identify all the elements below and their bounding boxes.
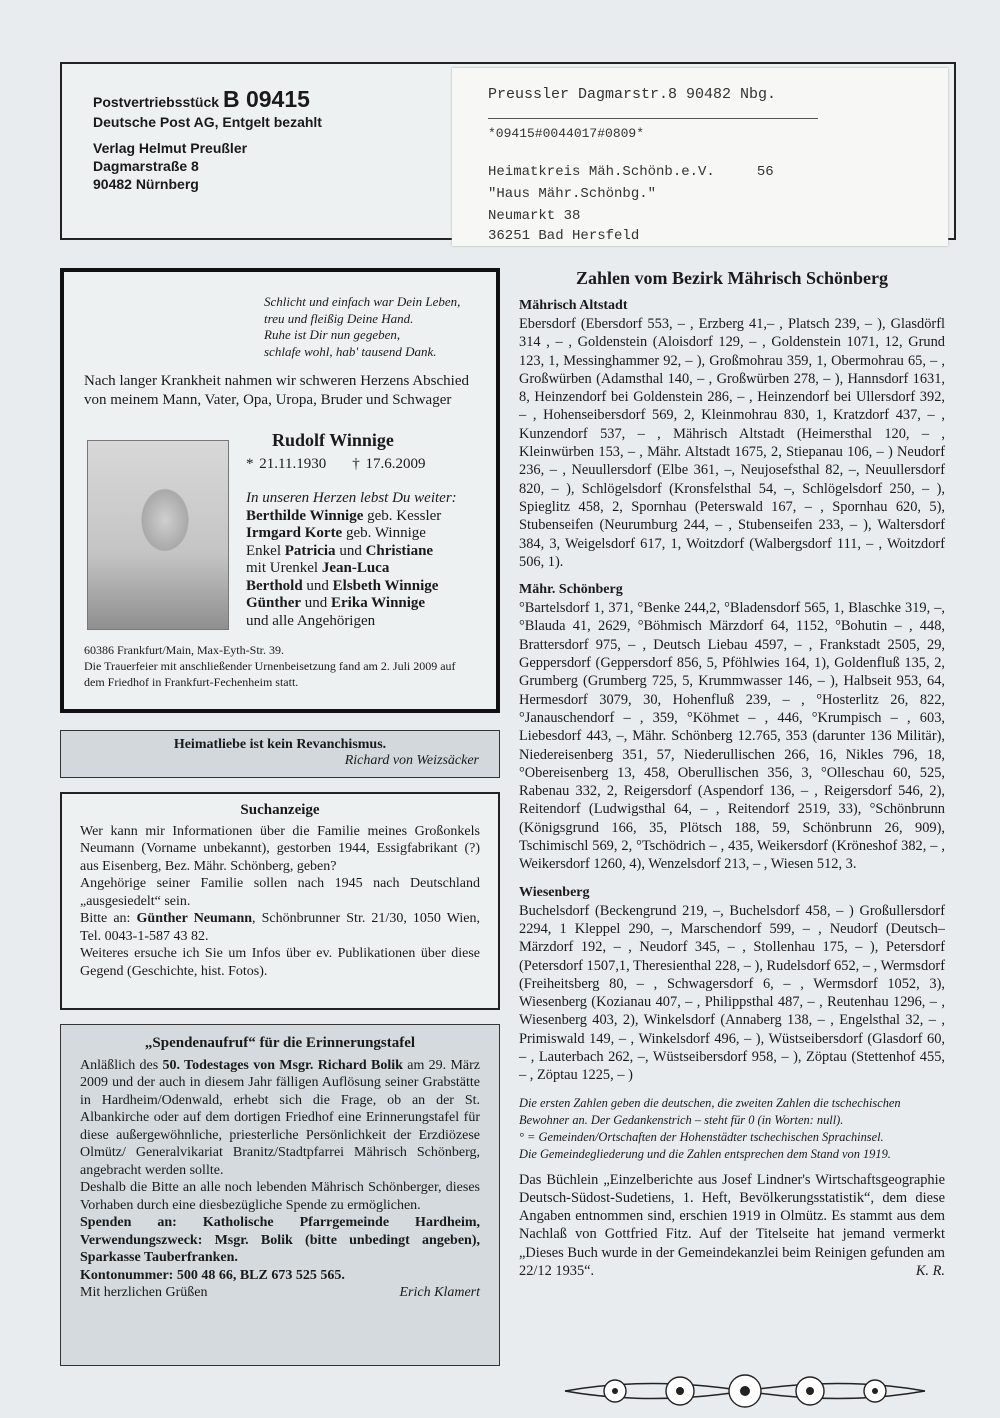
footnote: Die Gemeindegliederung und die Zahlen entsprechen dem Stand von 1919. — [519, 1146, 891, 1161]
survivor-line: Günther und Erika Winnige — [246, 595, 426, 611]
postal-label: Postvertriebsstück — [93, 94, 220, 110]
section-text: Ebersdorf (Ebersdorf 553, – , Erzberg 41,– , Platsch 239, – ), Glasdörfl 314 , – , Goldenstein (Aloisdorf 129, – , Goldenstein 1071, 12, Grund 123, 1, Messinghammer 92, – ), Großmohrau 359, 1, Obermohrau 65, – , Großwürben (Adamsthal 140, – , Großwürben 278, – ), Hannsdorf 1631, 8, Heinzendorf bei Goldenstein 286, – , Heinzendorf bei Ullersdorf 392, – , Hohenseibersdorf 569, 2, Kleinmohrau 830, 1, Kratzdorf 437, – , Kunzendorf 537, – , Mährisch Altstadt (Heimersthal 120, – , Kleinwürben 153, – , Mähr. Altstadt 1675, 2, Stiepanau 106, – ) Neudorf 236, – , Neuullersdorf (Elbe 361, –, Neujosefsthal 82, –, Neuullersdorf 820, – ), Schlögelsdorf (Kronsfelsthal 54, –, Schlögelsdorf 250, – ), Spieglitz 458, 2, Spornhau (Peterswald 167, – , Spornhau 620, 5), Stubenseifen (Neurumburg 244, – , Stubenseifen 233, – ), Waltersdorf 384, 3, Weigelsdorf 617, 1, Woitzdorf (Walbergsdorf 111, – , Woitzdorf 506, 1). — [519, 316, 945, 570]
label-recipient-line: "Haus Mähr.Schönbg." — [488, 186, 657, 202]
deceased-name: Rudolf Winnige — [272, 430, 394, 450]
statistics-article — [519, 268, 945, 1280]
survivor-line: und alle Angehörigen — [246, 612, 376, 629]
source-paragraph: Das Büchlein „Einzelberichte aus Josef Lindner's Wirtschaftsgeographie Deutsch-Südost-Sudetiens, 1. Heft, Bevölkerungsstatistik“, dem diese Angaben entnommen sind, erschien 1919 in Olmütz. Es stammt aus dem Nachlaß von Gottfried Fitz. Auf der Titelseite hat jemand vermerkt „Dieses Buch wurde in der Gemeindekanzlei beim Reinigen gefunden am 22/12 1935“. K. R. — [519, 1171, 945, 1280]
search-ad — [60, 792, 500, 1010]
section-text: °Bartelsdorf 1, 371, °Benke 244,2, °Bladensdorf 565, 1, Blaschke 319, –, °Blauda 41, 2629, °Böhmisch Märzdorf 64, 1152, °Bohutin – , 448, Brattersdorf 975, – , Deutsch Liebau 4597, – , Frankstadt 2505, 29, Geppersdorf (Geppersdorf 856, 5, Pföhlwies 164, 1), Goldenfluß 135, 2, Grumberg (Grumberg 725, 5, Krummwasser 146, – ), Halbseit 953, 64, Hermesdorf 3079, 30, Hohenfluß 239, – , °Hosterlitz 26, 822, °Janauschendorf – , 359, °Köhmet – , 446, °Krumpisch – , 603, Liebesdorf 443, –, Mähr. Schönberg 12.765, 353 (darunter 136 Militär), Niedereisenberg 351, 57, Niederullischen 266, 16, Nikles 796, 18, °Obereisenberg 13, 458, Oberullischen 356, 3, °Olleschau 60, 525, Rabenau 332, 2, Reigersdorf (Aspendorf 136, – , Reigersdorf 546, 2), Reitendorf (Ludwigsthal 64, – , Reitendorf 2519, 33), °Schönbrunn (Königsgrund 166, 35, Plötsch 188, 59, Schönbrunn 26, 909), Tschimischl 569, 2, °Tschödrich – , 435, Weikersdorf (Kröneshof 382, – , Weikersdorf 1260, 4), Wenzelsdorf 213, – , Wiesen 512, 3. — [519, 600, 945, 873]
footnotes — [519, 1095, 945, 1163]
search-ad-paragraph: Weiteres ersuche ich Sie um Infos über ev. Publikationen über diese Gegend (Geschichte, hist. Fotos). — [80, 946, 480, 979]
survivor-line: Berthilde Winnige geb. Kessler — [246, 507, 442, 524]
section-text: Buchelsdorf (Beckengrund 219, –, Buchelsdorf 458, – ) Großullersdorf 2294, 1 Kleppel 290, –, Marschendorf 599, – , Neudorf (Deutsch–Märzdorf 192, – , Neudorf 345, – , Stollenhau 175, – ), Petersdorf (Petersdorf 1507,1, Theresienthal 228, – ), Rudelsdorf 652, – , Wermsdorf (Freiheitsberg 80, – , Schwagersdorf 6, – , Wermsdorf 1052, 3), Wiesenberg (Kozianau 407, – , Philippsthal 487, – , Reutenhau 1296, – , Wiesenberg 403, 2), Winkelsdorf (Annaberg 138, – , Engelsthal 32, – , Primiswald 149, – , Winkelsdorf 496, – ), Wüstseibersdorf (Glasdorf 60, – , Lauterbach 262, –, Wüstseibersdorf 958, – ), Zöptau (Stettenhof 455, – , Zöptau 1225, – ) — [519, 902, 945, 1084]
post-line: Deutsche Post AG, Entgelt bezahlt — [93, 114, 322, 130]
family-address: 60386 Frankfurt/Main, Max-Eyth-Str. 39. — [84, 643, 284, 657]
search-ad-paragraph: Angehörige seiner Familie sollen nach 1945 nach Deutschland „ausgesiedelt“ sein. — [80, 876, 480, 909]
label-recipient-line: Heimatkreis Mäh.Schönb.e.V. 56 — [488, 164, 774, 180]
publisher: Verlag Helmut Preußler — [93, 140, 248, 156]
survivor-line: Irmgard Korte geb. Winnige — [246, 525, 426, 541]
survivor-line: Berthold und Elsbeth Winnige — [246, 577, 439, 594]
donation-title: „Spendenaufruf“ für die Erinnerungstafel — [144, 1035, 416, 1051]
quote-box — [60, 730, 500, 778]
survivors-list — [246, 490, 457, 630]
donation-paragraph: Anläßlich des 50. Todestages von Msgr. Richard Bolik am 29. März 2009 und der auch in diesem Jahr fälligen Auflösung seiner Grabstätte in Hardheim/Odenwald, erhebt sich die Frage, ob an der St. Albankirche oder auf dem dortigen Friedhof eine Erinnerungstafel für diese außergewöhnliche, priesterliche Persönlichkeit der Erzdiözese Olmütz/ Generalvikariat Branitz/Stadtpfarrei Mährisch Schönberg, angebracht werden sollte. — [80, 1057, 480, 1178]
footnote: ° = Gemeinden/Ortschaften der Hohenstädter tschechischen Sprachinsel. — [519, 1129, 884, 1144]
search-ad-contact: Bitte an: Günther Neumann, Schönbrunner Str. 21/30, 1050 Wien, Tel. 0043-1-587 43 82. — [80, 911, 481, 944]
portrait-photo — [87, 440, 229, 630]
section-heading: Wiesenberg — [519, 884, 590, 900]
death-date: † 17.6.2009 — [352, 456, 426, 472]
search-ad-paragraph: Wer kann mir Informationen über die Familie meines Großonkels Neumann (Vorname unbekannt), gestorben 1944, Essigfabrikant (?) aus Eisenberg, Bez. Mähr. Schönberg, geben? — [80, 823, 480, 874]
flower-ornament-icon — [555, 1372, 935, 1410]
street: Dagmarstraße 8 — [93, 158, 199, 174]
author: Erich Klamert — [399, 1285, 480, 1300]
footnote: Die ersten Zahlen geben die deutschen, die zweiten Zahlen die tschechischen Bewohner an. Der Gedankenstrich – steht für 0 (in Worten: null). — [519, 1095, 901, 1127]
poem-line: treu und fleißig Deine Hand. — [264, 310, 414, 326]
section-heading: Mährisch Altstadt — [519, 298, 628, 313]
donation-appeal — [60, 1024, 500, 1366]
donation-signoff — [80, 1284, 480, 1302]
survivor-line: mit Urenkel Jean-Luca — [246, 560, 390, 576]
survivors-intro: In unseren Herzen lebst Du weiter: — [246, 490, 457, 506]
sender-block — [93, 86, 322, 193]
donation-account: Kontonummer: 500 48 66, BLZ 673 525 565. — [80, 1267, 345, 1283]
birth-date: * 21.11.1930 — [246, 456, 327, 472]
quote-author: Richard von Weizsäcker — [344, 753, 479, 768]
city: 90482 Nürnberg — [93, 176, 199, 192]
label-recipient-line: 36251 Bad Hersfeld — [488, 228, 640, 244]
life-dates — [246, 456, 425, 473]
poem-line: schlafe wohl, hab' tausend Dank. — [264, 343, 437, 359]
article-title: Zahlen vom Bezirk Mährisch Schönberg — [575, 268, 888, 288]
poem-line: Schlicht und einfach war Dein Leben, — [264, 294, 461, 309]
donation-paragraph: Deshalb die Bitte an alle noch lebenden Mährisch Schönberger, dieses Vorhaben durch eine diesbezügliche Spende zu ermöglichen. — [80, 1180, 480, 1213]
section-heading: Mähr. Schönberg — [519, 582, 623, 598]
ceremony-info: Die Trauerfeier mit anschließender Urnenbeisetzung fand am 2. Juli 2009 auf dem Friedhof in Frankfurt-Fechenheim statt. — [84, 659, 456, 689]
author-initials: K. R. — [915, 1263, 945, 1280]
address-label — [452, 68, 948, 246]
label-sender-line: Preussler Dagmarstr.8 90482 Nbg. — [488, 86, 777, 103]
obituary-poem — [264, 294, 460, 360]
poem-line: Ruhe ist Dir nun gegeben, — [264, 327, 401, 342]
greeting: Mit herzlichen Grüßen — [80, 1285, 208, 1300]
postal-number: B 09415 — [222, 86, 310, 112]
obituary-notice — [60, 268, 500, 713]
search-ad-title: Suchanzeige — [240, 802, 320, 818]
donation-recipient: Spenden an: Katholische Pfarrgemeinde Hardheim, Verwendungszweck: Msgr. Bolik (bitte unbedingt angeben), Sparkasse Tauberfranken. — [80, 1215, 480, 1265]
label-code: *09415#0044017#0809* — [488, 126, 645, 141]
survivor-line: Enkel Patricia und Christiane — [246, 542, 434, 559]
label-recipient-line: Neumarkt 38 — [488, 208, 581, 224]
quote-text: Heimatliebe ist kein Revanchismus. — [173, 737, 387, 752]
obituary-address — [84, 642, 479, 690]
obituary-intro: Nach langer Krankheit nahmen wir schweren Herzens Abschied von meinem Mann, Vater, Opa, Uropa, Bruder und Schwager — [84, 373, 469, 408]
